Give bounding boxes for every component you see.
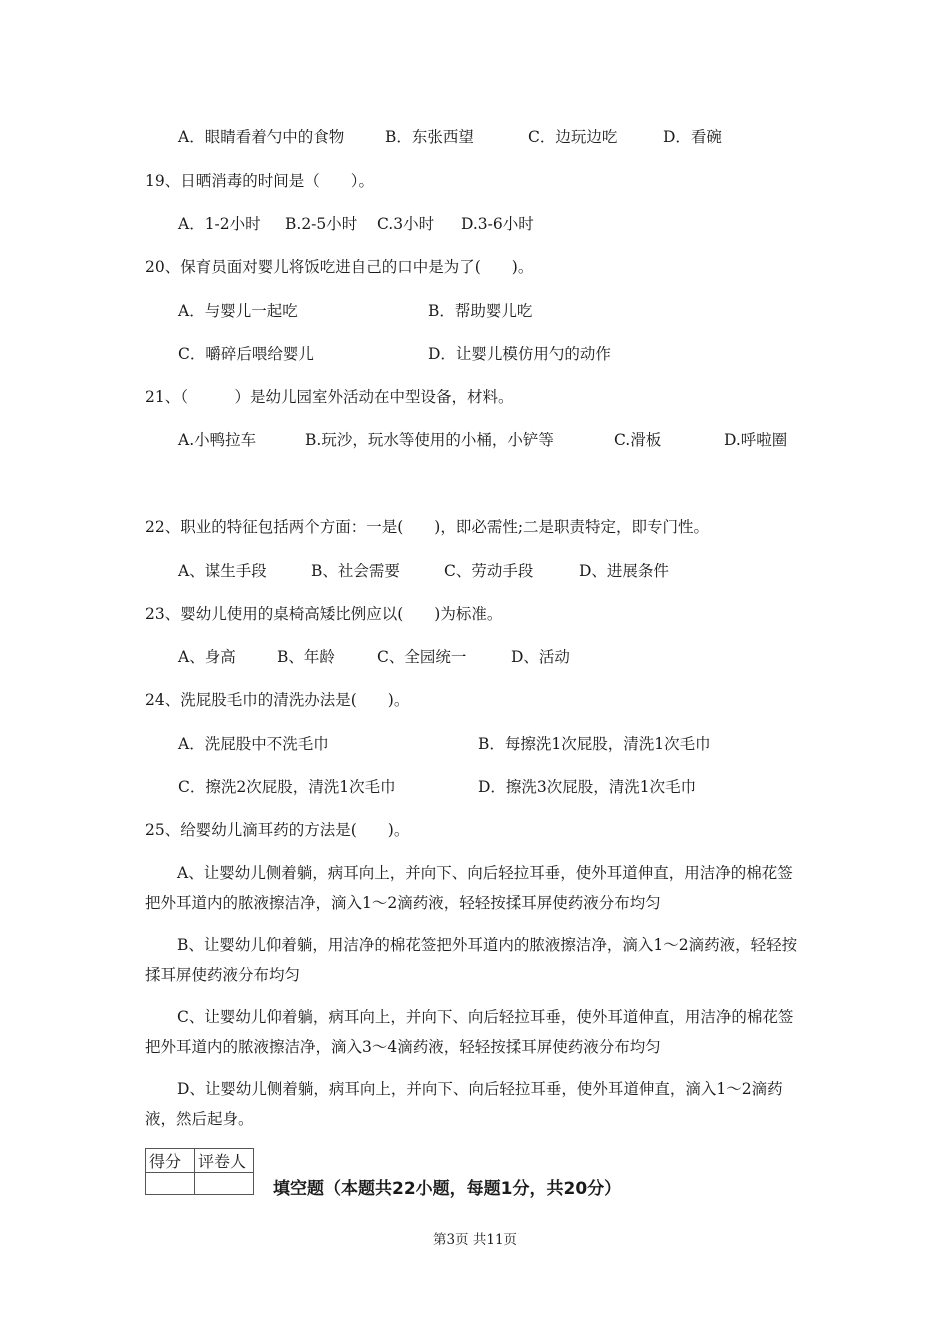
q22-option-c: C、劳动手段: [444, 562, 534, 580]
q18-option-c: C．边玩边吃: [528, 128, 618, 146]
q24-option-d: D．擦洗3次屁股，清洗1次毛巾: [478, 778, 697, 796]
q21-question: 21、（ ）是幼儿园室外活动在中型设备，材料。: [145, 388, 514, 406]
q22-option-a: A、谋生手段: [178, 562, 267, 580]
q24-option-a: A．洗屁股中不洗毛巾: [178, 735, 329, 753]
grader-header: 评卷人: [195, 1149, 254, 1173]
grader-cell: [195, 1173, 254, 1195]
q21-option-a: A.小鸭拉车: [178, 431, 257, 449]
q21-option-c: C.滑板: [614, 431, 662, 449]
q20-option-b: B．帮助婴儿吃: [428, 302, 533, 320]
q21-option-b: B.玩沙，玩水等使用的小桶，小铲等: [305, 431, 554, 449]
q23-question: 23、婴幼儿使用的桌椅高矮比例应以( )为标准。: [145, 605, 503, 623]
q22-option-d: D、进展条件: [579, 562, 669, 580]
q19-option-c: C.3小时: [377, 215, 435, 233]
q23-option-b: B、年龄: [277, 648, 335, 666]
q20-question: 20、保育员面对婴儿将饭吃进自己的口中是为了( )。: [145, 258, 534, 276]
score-table: [145, 1148, 254, 1195]
section-title: 填空题（本题共22小题，每题1分，共20分）: [273, 1179, 622, 1199]
q18-option-a: A．眼睛看着勺中的食物: [178, 128, 345, 146]
score-header: 得分: [146, 1149, 195, 1173]
q22-question: 22、职业的特征包括两个方面：一是( )，即必需性;二是职责特定，即专门性。: [145, 518, 710, 536]
q25-option-d: D、让婴幼儿侧着躺，病耳向上，并向下、向后轻拉耳垂，使外耳道伸直，滴入1～2滴药液，然后起身。: [145, 1080, 783, 1128]
q23-option-c: C、全园统一: [377, 648, 467, 666]
q19-option-b: B.2-5小时: [285, 215, 358, 233]
q19-option-a: A．1-2小时: [178, 215, 261, 233]
q18-option-d: D．看碗: [663, 128, 722, 146]
q24-option-b: B．每擦洗1次屁股，清洗1次毛巾: [478, 735, 711, 753]
q24-question: 24、洗屁股毛巾的清洗办法是( )。: [145, 691, 410, 709]
q18-option-b: B．东张西望: [385, 128, 474, 146]
q19-option-d: D.3-6小时: [461, 215, 534, 233]
q22-option-b: B、社会需要: [311, 562, 400, 580]
q23-option-d: D、活动: [511, 648, 570, 666]
q20-option-d: D．让婴儿模仿用勺的动作: [428, 345, 611, 363]
q25-question: 25、给婴幼儿滴耳药的方法是( )。: [145, 821, 410, 839]
q19-question: 19、日晒消毒的时间是（ ）。: [145, 172, 374, 190]
q25-option-a: A、让婴幼儿侧着躺，病耳向上，并向下、向后轻拉耳垂，使外耳道伸直，用洁净的棉花签把外耳道内的脓液擦洁净，滴入1～2滴药液，轻轻按揉耳屏使药液分布均匀: [145, 864, 793, 912]
page-footer: 第3页 共11页: [432, 1232, 518, 1248]
q20-option-c: C．嚼碎后喂给婴儿: [178, 345, 314, 363]
score-cell: [146, 1173, 195, 1195]
q20-option-a: A．与婴儿一起吃: [178, 302, 298, 320]
q24-option-c: C．擦洗2次屁股，清洗1次毛巾: [178, 778, 396, 796]
q23-option-a: A、身高: [178, 648, 236, 666]
q25-option-b: B、让婴幼儿仰着躺，用洁净的棉花签把外耳道内的脓液擦洁净，滴入1～2滴药液，轻轻按揉耳屏使药液分布均匀: [145, 936, 798, 984]
q25-option-c: C、让婴幼儿仰着躺，病耳向上，并向下、向后轻拉耳垂，使外耳道伸直，用洁净的棉花签把外耳道内的脓液擦洁净，滴入3～4滴药液，轻轻按揉耳屏使药液分布均匀: [145, 1008, 794, 1056]
q21-option-d: D.呼啦圈: [724, 431, 788, 449]
